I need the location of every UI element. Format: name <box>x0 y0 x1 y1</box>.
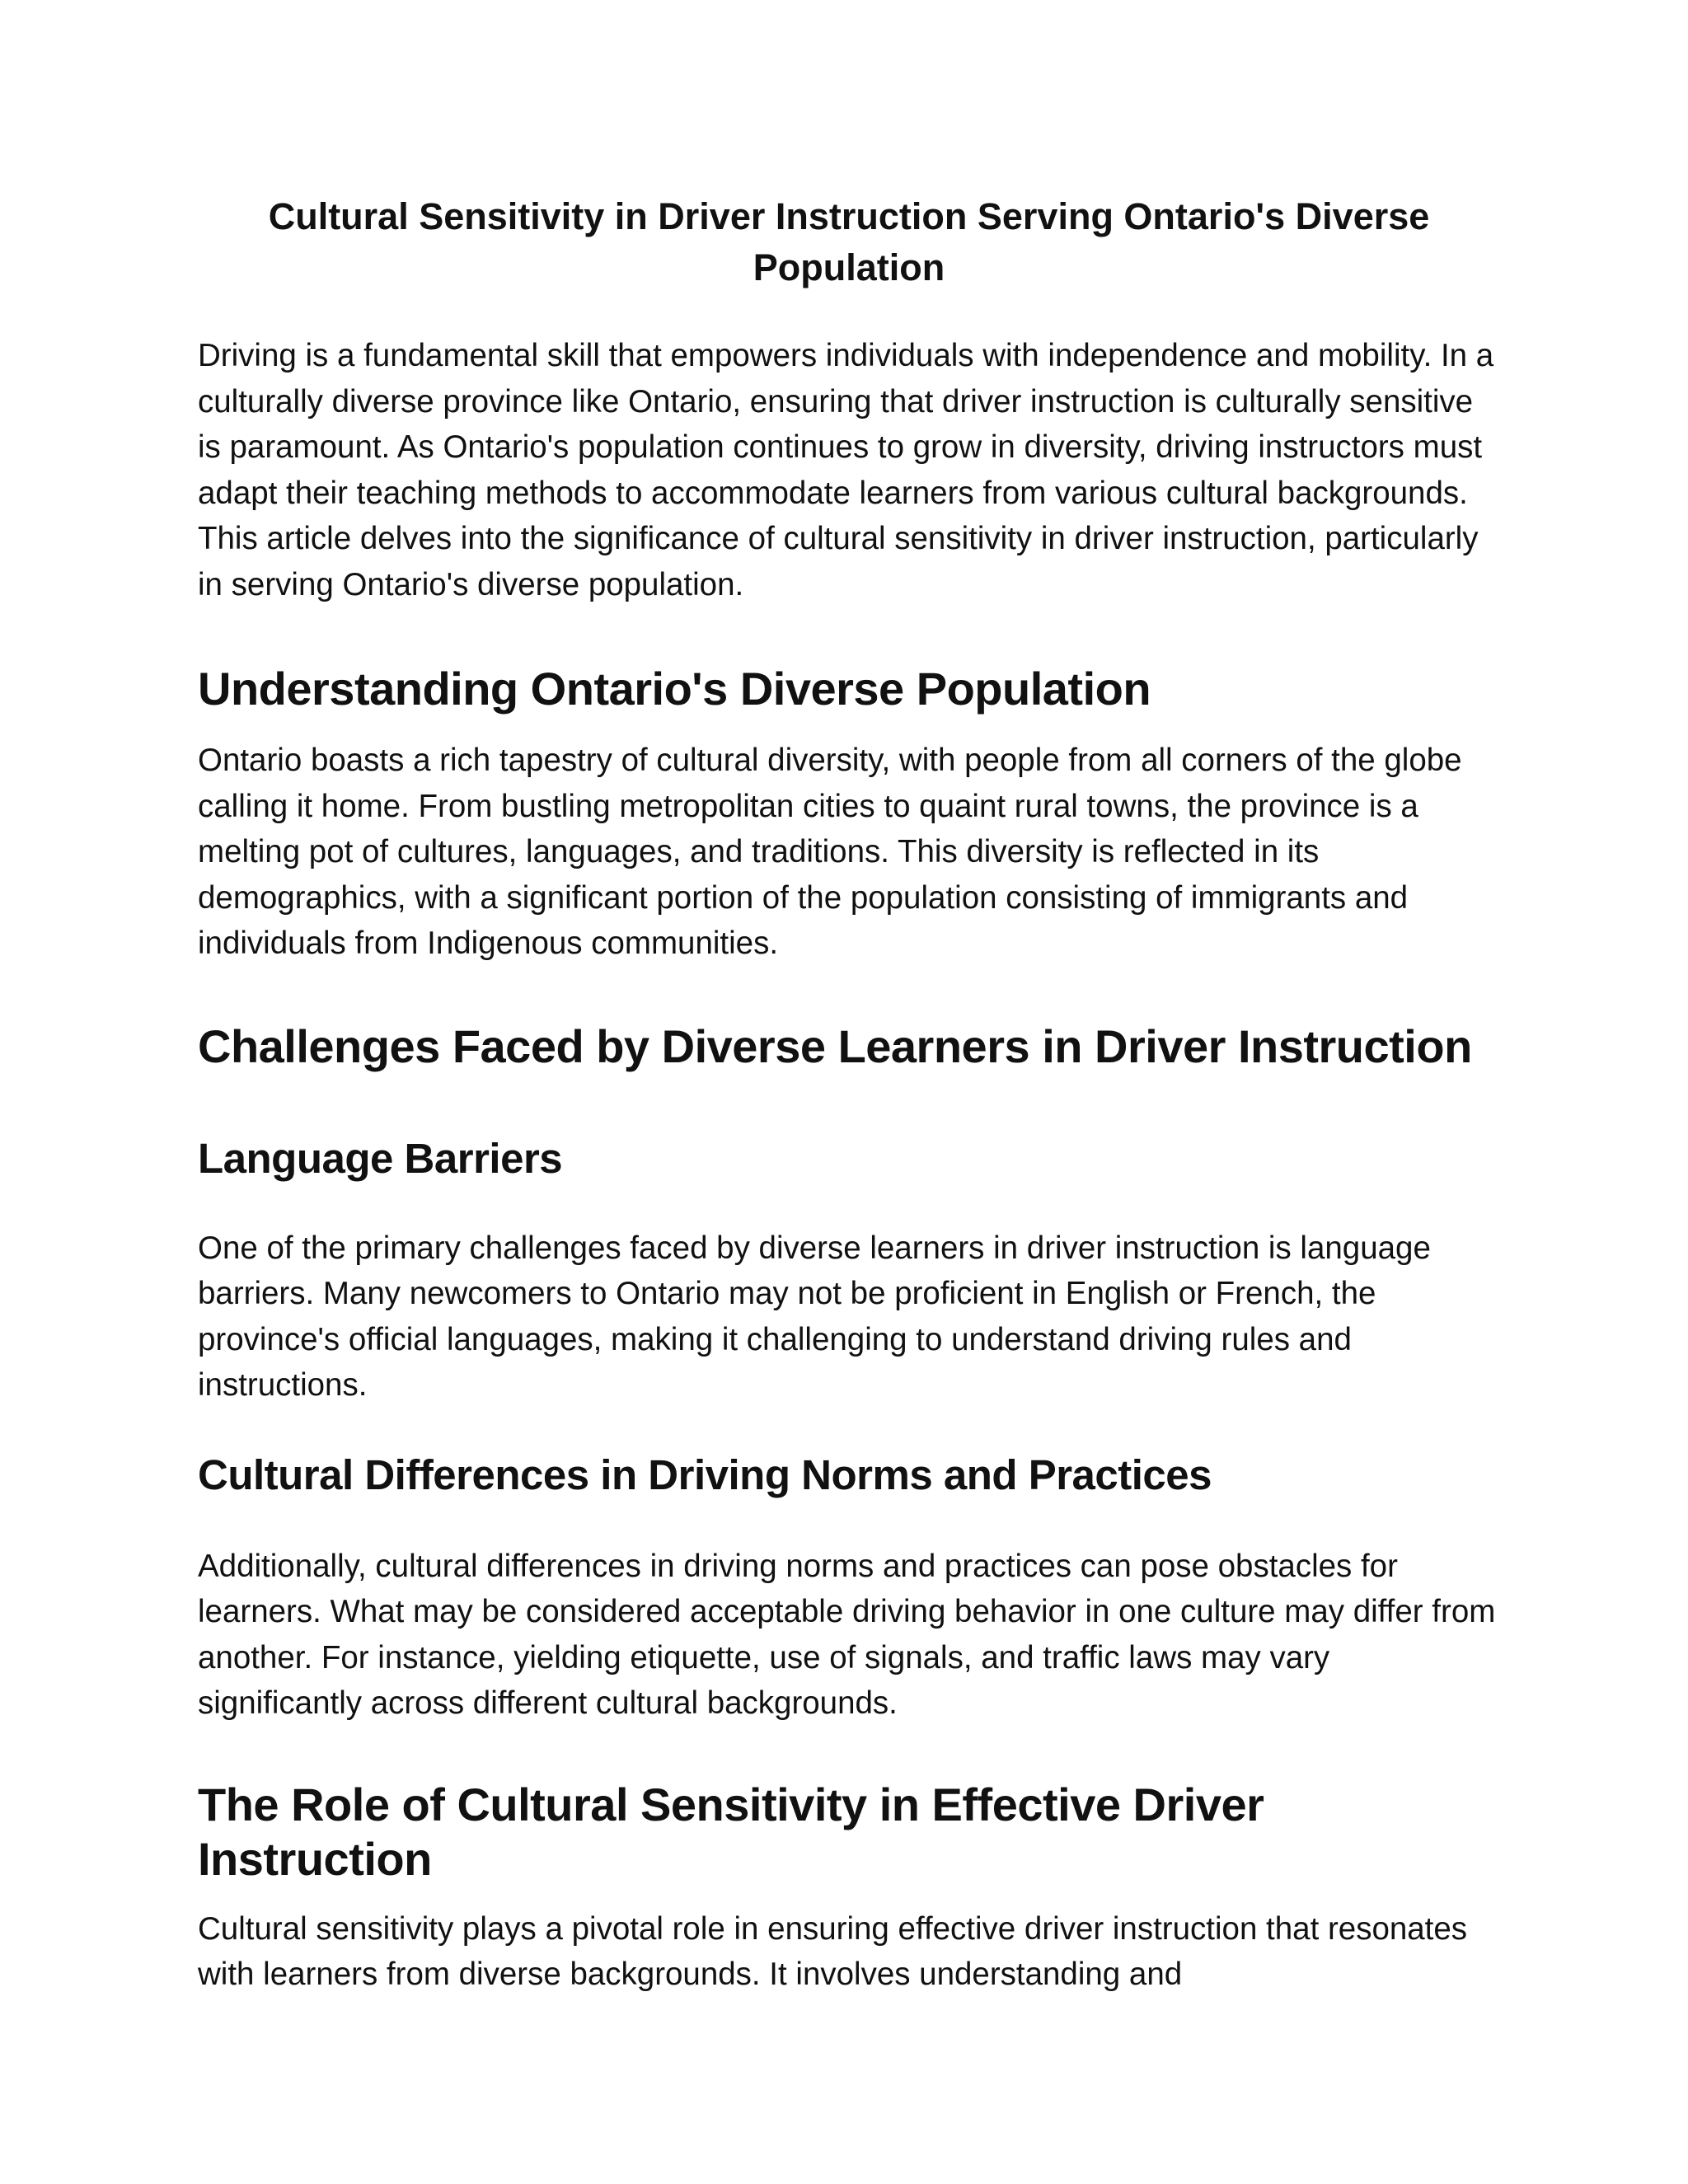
intro-paragraph: Driving is a fundamental skill that empowers individuals with independence and mobility. In a culturally diverse province like Ontario, ensuring that driver instruction is culturally sensitive is paramount. As Ontario's population continues to grow in diversity, driving instructors must adapt their teaching methods to accommodate learners from various cultural backgrounds. This article delves into the significance of cultural sensitivity in driver instruction, particularly in serving Ontario's diverse population. <box>198 338 1494 602</box>
heading-challenges: Challenges Faced by Diverse Learners in Driver Instruction <box>198 1019 1472 1072</box>
heading-understanding-population: Understanding Ontario's Diverse Population <box>198 663 1151 715</box>
document-title: Cultural Sensitivity in Driver Instruction Serving Ontario's Diverse Population <box>268 195 1430 288</box>
paragraph-role-of-cultural-sensitivity: Cultural sensitivity plays a pivotal role in ensuring effective driver instruction that resonates with learners from diverse backgrounds. It involves understanding and <box>198 1910 1468 1992</box>
heading-language-barriers: Language Barriers <box>198 1134 563 1182</box>
paragraph-cultural-differences: Additionally, cultural differences in driving norms and practices can pose obstacles for learners. What may be considered acceptable driving behavior in one culture may differ from another. For instance, yielding etiquette, use of signals, and traffic laws may vary significantly across different cultural backgrounds. <box>198 1548 1496 1721</box>
heading-cultural-differences: Cultural Differences in Driving Norms and Practices <box>198 1451 1212 1498</box>
heading-role-of-cultural-sensitivity: The Role of Cultural Sensitivity in Effective Driver Instruction <box>198 1778 1264 1885</box>
document-content <box>198 191 1500 1998</box>
paragraph-understanding-population: Ontario boasts a rich tapestry of cultural diversity, with people from all corners of the globe calling it home. From bustling metropolitan cities to quaint rural towns, the province is a melting pot of cultures, languages, and traditions. This diversity is reflected in its demographics, with a significant portion of the population consisting of immigrants and individuals from Indigenous communities. <box>198 743 1462 961</box>
paragraph-language-barriers: One of the primary challenges faced by diverse learners in driver instruction is language barriers. Many newcomers to Ontario may not be proficient in English or French, the province's official languages, making it challenging to understand driving rules and instructions. <box>198 1230 1431 1403</box>
